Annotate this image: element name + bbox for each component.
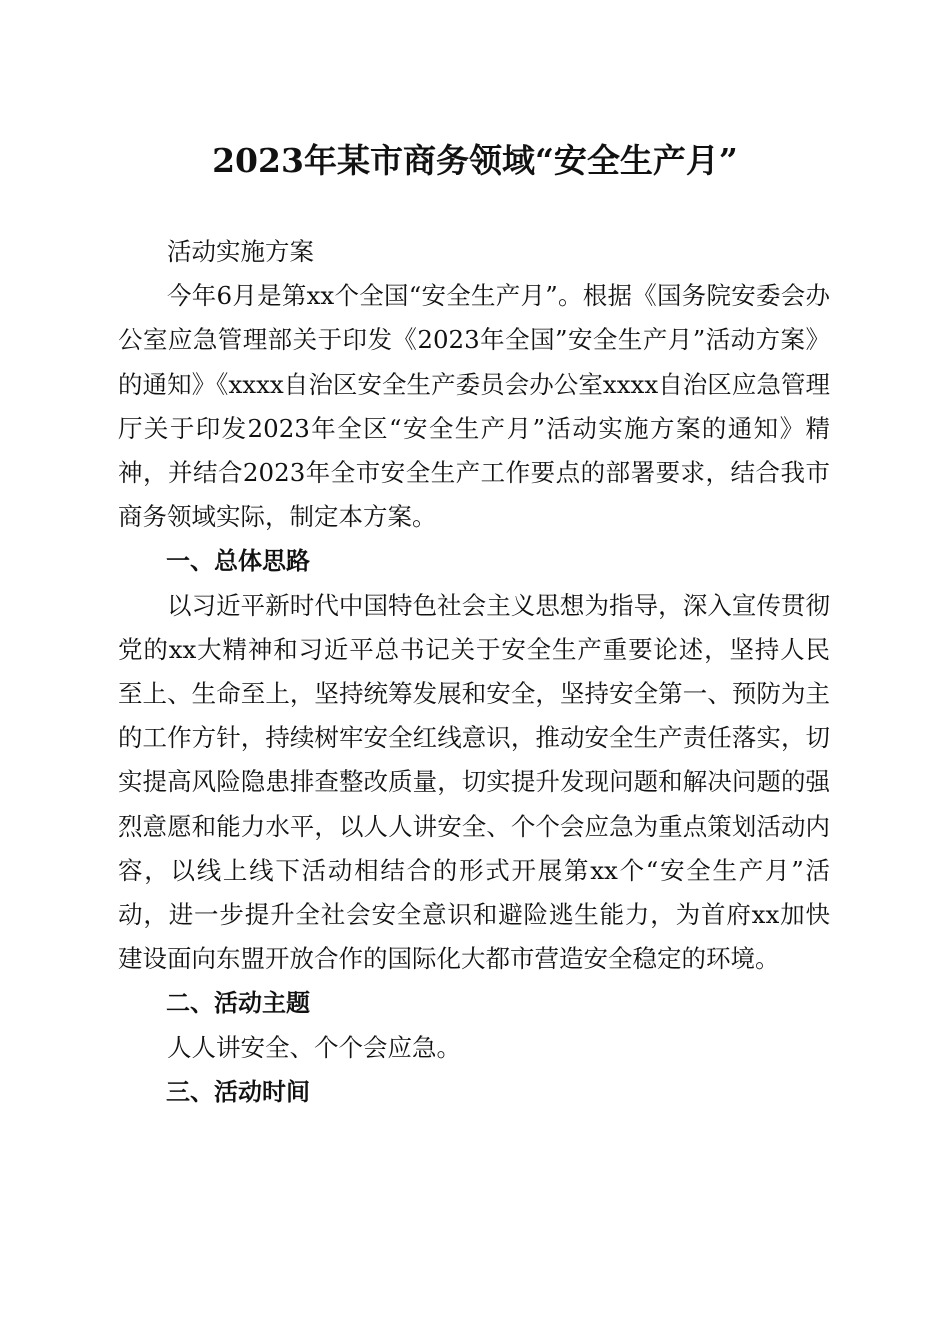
section-heading-activity-time: 三、活动时间 [166, 1077, 310, 1106]
document-subtitle: 活动实施方案 [167, 237, 314, 266]
intro-paragraph: 今年6月是第xx个全国“安全生产月”。根据《国务院安委会办公室应急管理部关于印发《2023年全国”安全生产月”活动方案》的通知》《xxxx自治区安全生产委员会办公室xxxx自治区应急管理厅关于印发2023年全区“安全生产月”活动实施方案的通知》精神，并结合2023年全市安全生产工作要点的部署要求，结合我市商务领域实际，制定本方案。 [118, 281, 830, 532]
section-heading-overall-approach: 一、总体思路 [166, 547, 310, 576]
section-heading-activity-theme: 二、活动主题 [166, 989, 310, 1018]
document-title: 2023年某市商务领域“安全生产月” [212, 141, 738, 180]
document-body [118, 230, 830, 1114]
section-text-overall-approach: 以习近平新时代中国特色社会主义思想为指导，深入宣传贯彻党的xx大精神和习近平总书记关于安全生产重要论述，坚持人民至上、生命至上，坚持统筹发展和安全，坚持安全第一、预防为主的工作方针，持续树牢安全红线意识，推动安全生产责任落实，切实提高风险隐患排查整改质量，切实提升发现问题和解决问题的强烈意愿和能力水平，以人人讲安全、个个会应急为重点策划活动内容，以线上线下活动相结合的形式开展第xx个“安全生产月”活动，进一步提升全社会安全意识和避险逃生能力，为首府xx加快建设面向东盟开放合作的国际化大都市营造安全稳定的环境。 [118, 590, 830, 974]
section-text-activity-theme: 人人讲安全、个个会应急。 [167, 1032, 461, 1062]
